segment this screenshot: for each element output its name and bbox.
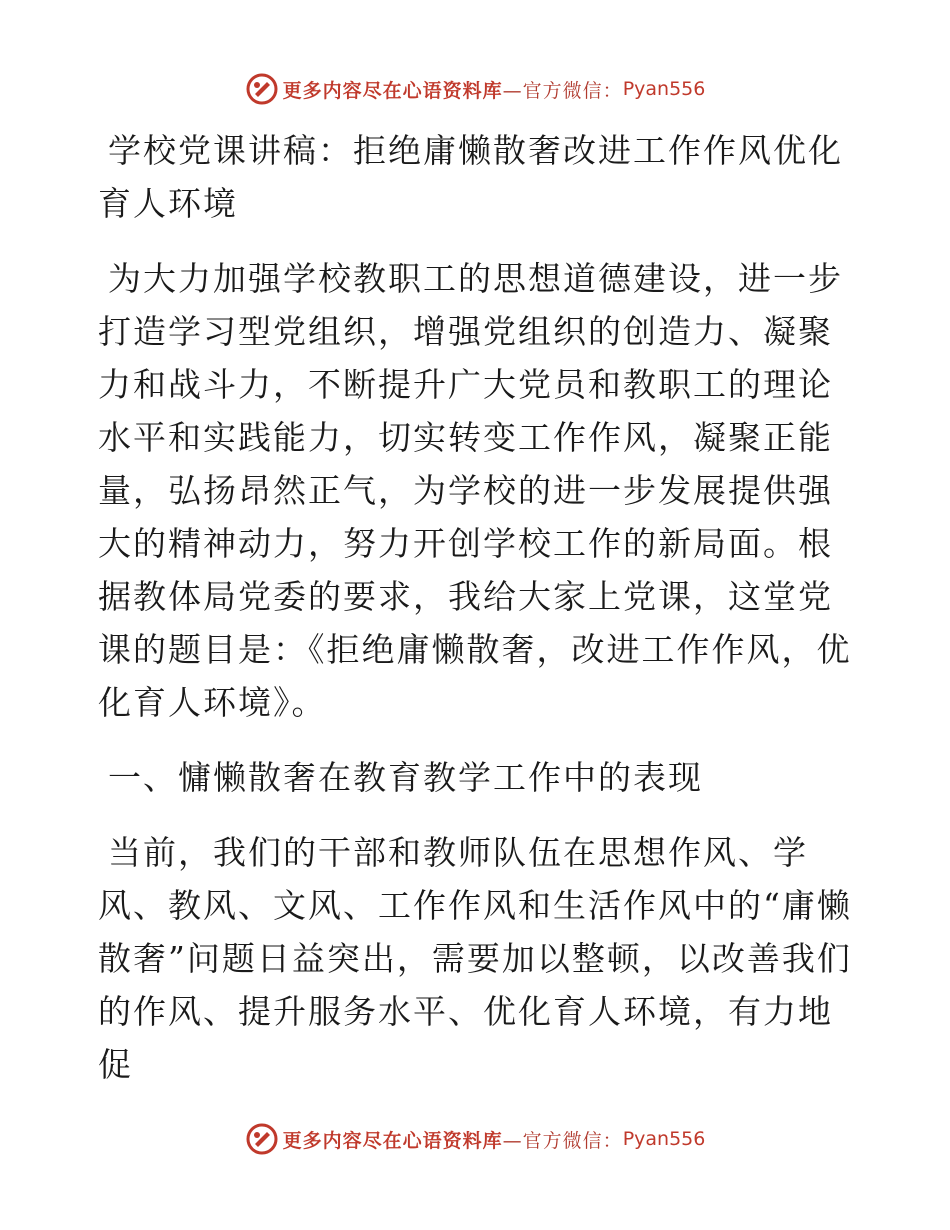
banner-main-text: 更多内容尽在心语资料库 bbox=[282, 1129, 503, 1152]
banner-wechat-id: Pyan556 bbox=[622, 1128, 706, 1150]
intro-paragraph: 为大力加强学校教职工的思想道德建设，进一步打造学习型党组织，增强党组织的创造力、凝聚力和战斗力，不断提升广大党员和教职工的理论水平和实践能力，切实转变工作作风，凝聚正能量，弘扬昂然正气，为学校的进一步发展提供强大的精神动力，努力开创学校工作的新局面。根据教体局党委的要求，我给大家上党课，这堂党课的题目是：《拒绝庸懒散奢，改进工作作风，优化育人环境》。 bbox=[98, 259, 852, 722]
seal-logo-icon bbox=[245, 72, 279, 106]
banner-sub-text: —官方微信： bbox=[502, 1129, 623, 1152]
document-body bbox=[98, 118, 858, 1091]
seal-logo-icon bbox=[245, 1122, 279, 1156]
section-heading-1: 一、慵懒散奢在教育教学工作中的表现 bbox=[108, 758, 703, 797]
banner-sub-text: —官方微信： bbox=[502, 79, 623, 102]
banner-wechat-id: Pyan556 bbox=[622, 78, 706, 100]
footer-banner bbox=[0, 1122, 950, 1156]
document-title: 学校党课讲稿：拒绝庸懒散奢改进工作作风优化育人环境 bbox=[98, 131, 843, 223]
body-paragraph-2: 当前，我们的干部和教师队伍在思想作风、学风、教风、文风、工作作风和生活作风中的“庸懒散奢”问题日益突出，需要加以整顿，以改善我们的作风、提升服务水平、优化育人环境，有力地促 bbox=[98, 833, 852, 1084]
banner-main-text: 更多内容尽在心语资料库 bbox=[282, 79, 503, 102]
header-banner bbox=[0, 72, 950, 106]
